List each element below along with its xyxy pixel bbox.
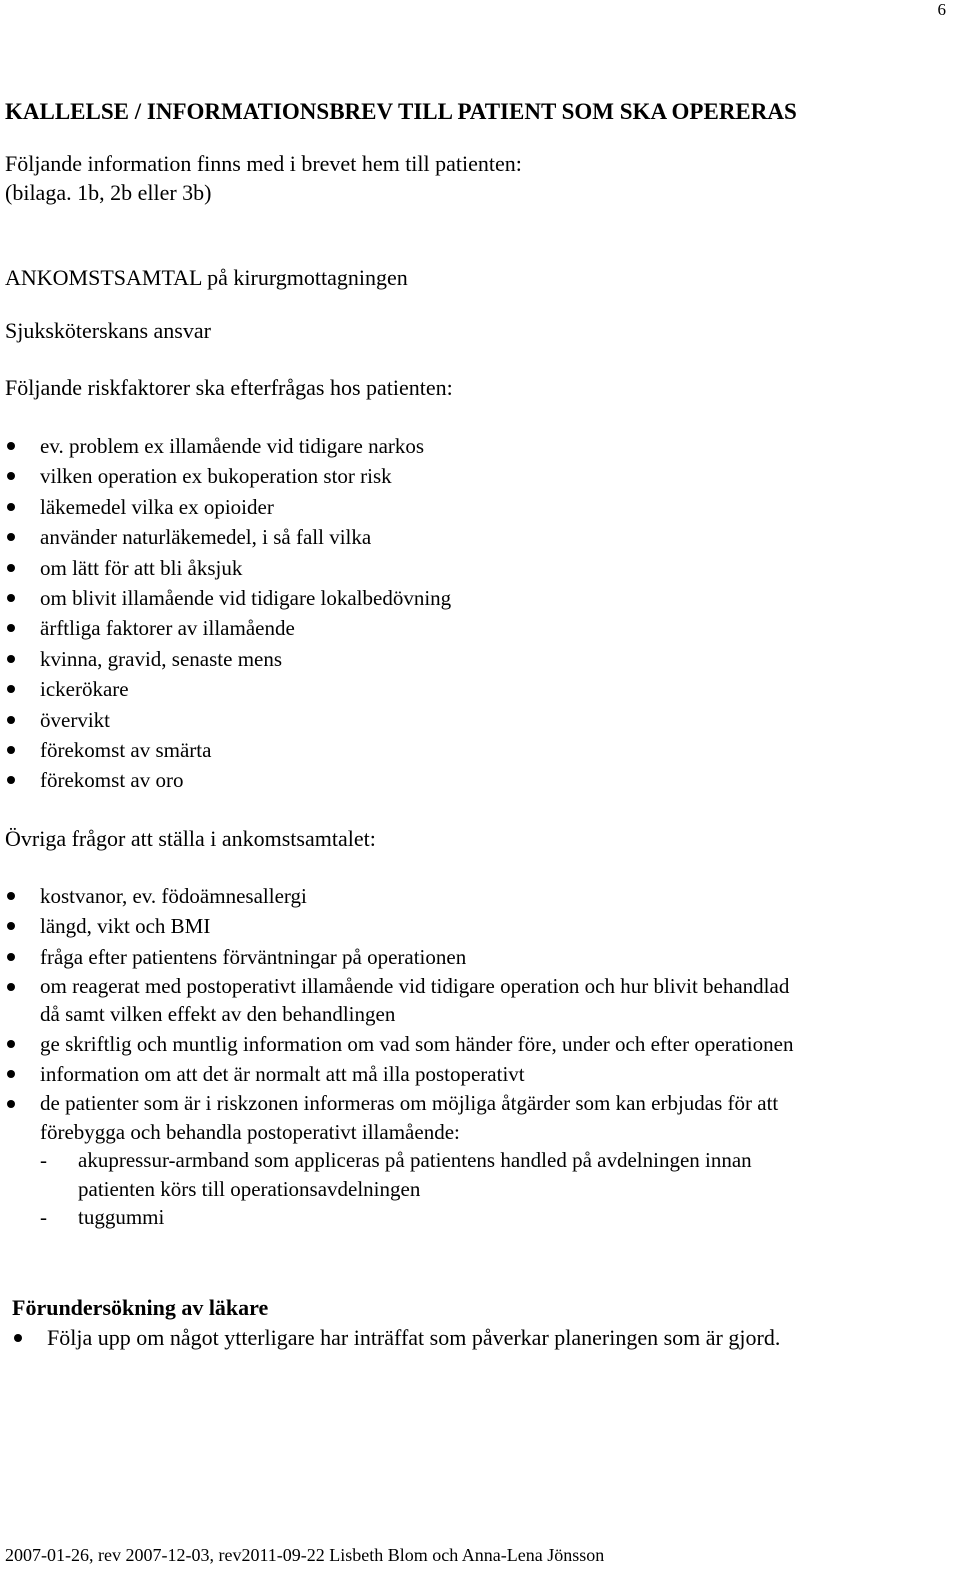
list-item: ge skriftlig och muntlig information om vad som händer före, under och efter operationen xyxy=(5,1029,793,1059)
list-item: ärftliga faktorer av illamående xyxy=(5,613,451,643)
list-item-line: om reagerat med postoperativt illamående vid tidigare operation och hur blivit behandlad xyxy=(40,973,790,998)
list-item-line: de patienter som är i riskzonen informeras om möjliga åtgärder som kan erbjudas för att xyxy=(40,1091,779,1116)
ankomst-subtitle: Sjuksköterskans ansvar xyxy=(5,318,211,343)
doctor-title: Förundersökning av läkare xyxy=(12,1295,269,1320)
list-item xyxy=(5,972,793,1029)
list-item: ickerökare xyxy=(5,674,451,704)
list-item: längd, vikt och BMI xyxy=(5,911,793,941)
list-item: Följa upp om något ytterligare har inträffat som påverkar planeringen som är gjord. xyxy=(12,1323,780,1353)
list-item: vilken operation ex bukoperation stor risk xyxy=(5,461,451,491)
list-item: övervikt xyxy=(5,705,451,735)
list-item: fråga efter patientens förväntningar på operationen xyxy=(5,942,793,972)
list-item: information om att det är normalt att må illa postoperativt xyxy=(5,1059,793,1089)
list-item: kvinna, gravid, senaste mens xyxy=(5,644,451,674)
sub-list-item-line: patienten körs till operationsavdelningen xyxy=(78,1176,421,1201)
page-title: KALLELSE / INFORMATIONSBREV TILL PATIENT SOM SKA OPERERAS xyxy=(5,99,797,124)
page-number: 6 xyxy=(937,0,946,19)
intro-line-1: Följande information finns med i brevet hem till patienten: xyxy=(5,151,522,176)
list-item: kostvanor, ev. födoämnesallergi xyxy=(5,881,793,911)
risk-factor-list xyxy=(5,431,451,796)
list-item: förekomst av smärta xyxy=(5,735,451,765)
intro-line-2: (bilaga. 1b, 2b eller 3b) xyxy=(5,180,212,205)
riskfactors-intro: Följande riskfaktorer ska efterfrågas hos patienten: xyxy=(5,375,453,400)
other-questions-list xyxy=(5,881,793,1232)
list-item: läkemedel vilka ex opioider xyxy=(5,492,451,522)
list-item: använder naturläkemedel, i så fall vilka xyxy=(5,522,451,552)
dash-marker: - xyxy=(40,1148,47,1173)
doctor-list xyxy=(12,1323,780,1353)
other-questions-intro: Övriga frågor att ställa i ankomstsamtalet: xyxy=(5,826,376,851)
list-item: förekomst av oro xyxy=(5,765,451,795)
list-item: om blivit illamående vid tidigare lokalbedövning xyxy=(5,583,451,613)
dash-marker: - xyxy=(40,1205,47,1230)
list-item xyxy=(5,1089,793,1232)
sub-list-item xyxy=(40,1203,793,1232)
list-item: ev. problem ex illamående vid tidigare narkos xyxy=(5,431,451,461)
sub-list-item-line: akupressur-armband som appliceras på patientens handled på avdelningen innan xyxy=(78,1148,752,1173)
list-item-line: förebygga och behandla postoperativt illamående: xyxy=(40,1119,460,1144)
ankomst-title: ANKOMSTSAMTAL på kirurgmottagningen xyxy=(5,265,408,290)
list-item: om lätt för att bli åksjuk xyxy=(5,553,451,583)
sub-list-item-line: tuggummi xyxy=(78,1205,165,1230)
sub-list-item xyxy=(40,1146,793,1203)
list-item-line: då samt vilken effekt av den behandlingen xyxy=(40,1002,396,1027)
footer: 2007-01-26, rev 2007-12-03, rev2011-09-22 Lisbeth Blom och Anna-Lena Jönsson xyxy=(5,1545,605,1565)
